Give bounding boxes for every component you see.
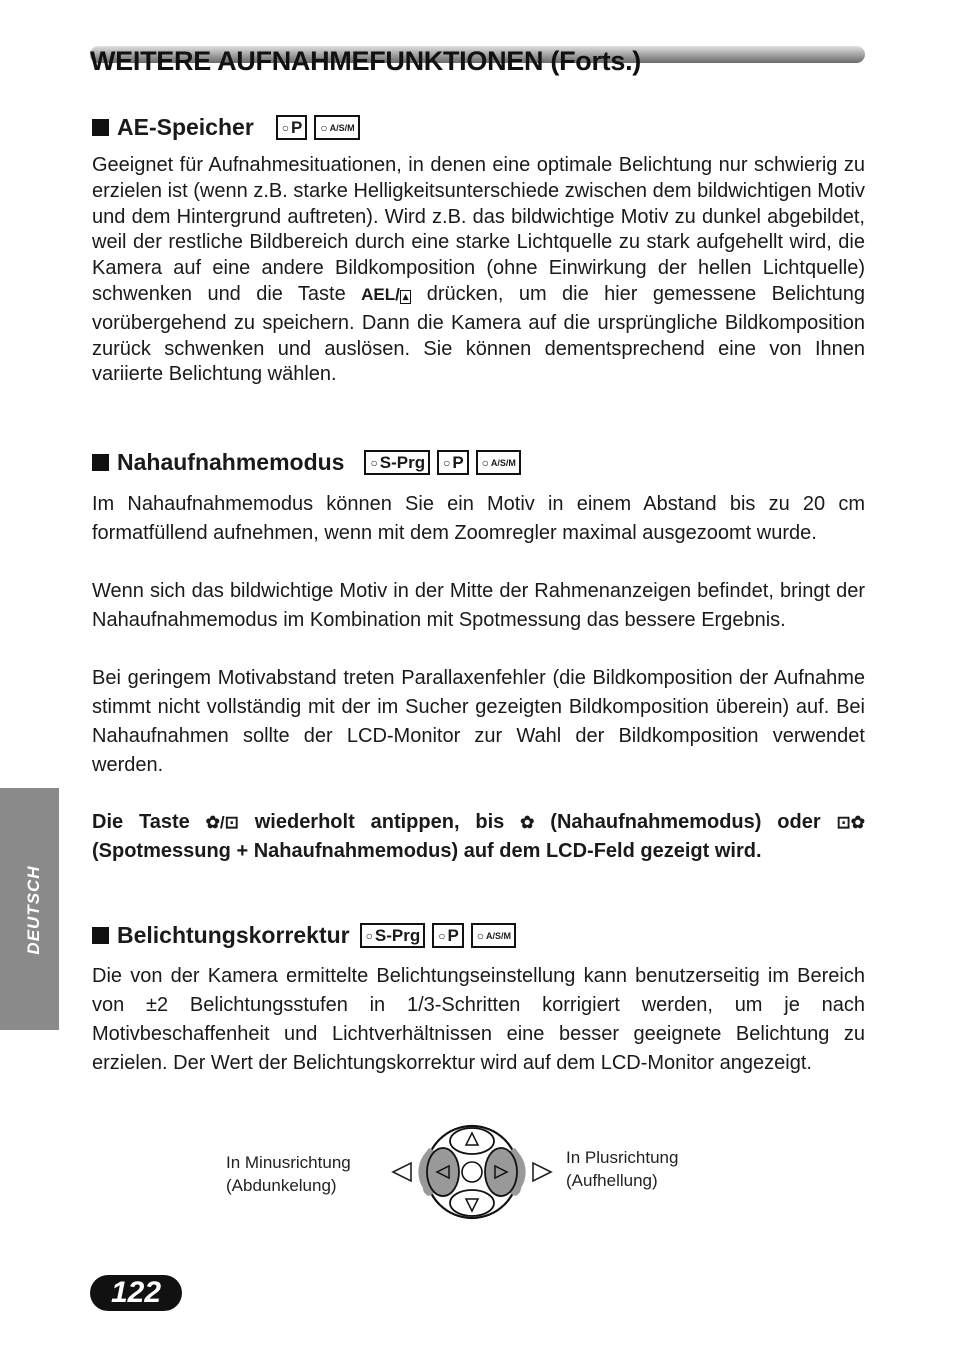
mode-p-icon: ○ P — [276, 115, 308, 140]
ae-paragraph: Geeignet für Aufnahmesituationen, in denen eine optimale Belichtung nur schwierig zu erzielen ist (wenn z.B. starke Helligkeitsunterschiede zwischen dem bildwichtigen Motiv und dem Hintergrund auftreten). Wird z.B. das bildwichtige Motiv zu dunkel abgebildet, weil der restliche Bildbereich durch eine starke Lichtquelle zu stark aufgehellt wird, die Kamera auf eine andere Bildkomposition (ohne Einwirkung der hellen Lichtquelle) schwenken und die Taste AEL/ ▴ drücken, um die hier gemessene Belichtung vorübergehend zu speichern. Dann die Kamera auf die ursprüngliche Bildkomposition zurück schwenken und auslösen. Sie können dementsprechend eine von Ihnen variierte Belichtung wählen. — [92, 154, 866, 386]
square-bullet-icon — [92, 927, 109, 944]
mode-asm-icon: ○ A/S/M — [476, 450, 521, 475]
mode-p-icon: ○ P — [432, 923, 464, 948]
macro-icon: ✿ — [520, 813, 535, 832]
section-title: Nahaufnahmemodus — [117, 449, 345, 475]
page-number: 122 — [90, 1275, 182, 1311]
minus-direction-caption: In Minusrichtung (Abdunkelung) — [226, 1153, 351, 1195]
language-label: DEUTSCH — [24, 865, 43, 955]
mode-p-icon: ○ P — [437, 450, 469, 475]
right-arrow-icon — [533, 1163, 551, 1181]
mode-asm-icon: ○ A/S/M — [314, 115, 359, 140]
macro-paragraph-1: Im Nahaufnahmemodus können Sie ein Motiv in einem Abstand bis zu 20 cm formatfüllend aufnehmen, wenn mit dem Zoomregler maximal ausgezoomt wurde. — [92, 493, 865, 544]
ev-paragraph: Die von der Kamera ermittelte Belichtungseinstellung kann benutzerseitig im Bereich von ±2 Belichtungsstufen in 1/3-Schritten korrigiert werden, um je nach Motivbeschaffenheit und Lichtverhältnissen eine besser geeignete Belichtung zu erzielen. Der Wert der Belichtungskorrektur wird auf dem LCD-Monitor angezeigt. — [92, 965, 865, 1074]
mode-sprg-icon: ○ S-Prg — [364, 450, 430, 475]
section-belichtungskorrektur — [92, 922, 516, 949]
left-arrow-icon — [393, 1163, 411, 1181]
ael-key-icon: AEL/ ▴ — [361, 282, 411, 311]
plus-direction-caption: In Plusrichtung (Aufhellung) — [566, 1148, 679, 1190]
square-bullet-icon — [92, 119, 109, 136]
macro-spot-key-icon: ✿/⊡ — [205, 813, 239, 832]
square-bullet-icon — [92, 454, 109, 471]
mode-asm-icon: ○ A/S/M — [471, 923, 516, 948]
center-button-icon — [462, 1162, 482, 1182]
arrow-pad-diagram — [385, 1120, 565, 1224]
spot-macro-icon: ⊡✿ — [836, 813, 865, 832]
section-ae-speicher — [92, 114, 360, 141]
mode-sprg-icon: ○ S-Prg — [360, 923, 426, 948]
macro-instruction: Die Taste ✿/⊡ wiederholt antippen, bis ✿ (Nahaufnahmemodus) oder ⊡✿ (Spotmessung + Nahaufnahmemodus) auf dem LCD-Feld gezeigt wird. — [92, 808, 865, 866]
macro-paragraph-2: Wenn sich das bildwichtige Motiv in der Mitte der Rahmenanzeigen befindet, bringt der Nahaufnahmemodus im Kombination mit Spotmessung das bessere Ergebnis. — [92, 580, 865, 631]
section-title: AE-Speicher — [117, 114, 254, 140]
section-nahaufnahmemodus — [92, 449, 521, 476]
section-title: Belichtungskorrektur — [117, 922, 350, 948]
page-title: WEITERE AUFNAHMEFUNKTIONEN (Forts.) — [90, 46, 641, 76]
macro-paragraph-3: Bei geringem Motivabstand treten Parallaxenfehler (die Bildkomposition der Aufnahme stimmt nicht vollständig mit der im Sucher gezeigten Bildkomposition überein) auf. Bei Nahaufnahmen sollte der LCD-Monitor zur Wahl der Bildkomposition verwendet werden. — [92, 667, 865, 776]
